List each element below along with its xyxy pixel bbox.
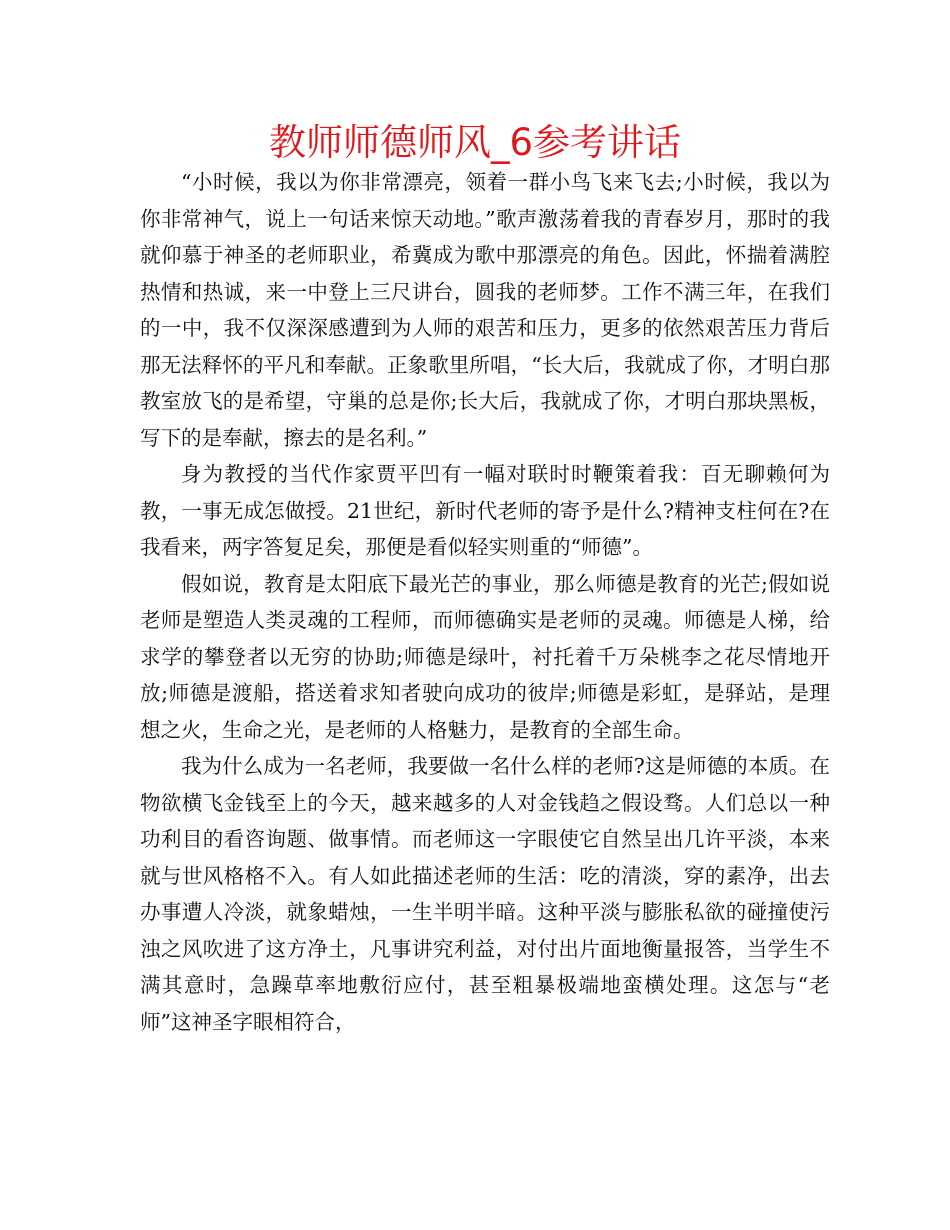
document-title: 教师师德师风_6参考讲话	[268, 121, 682, 164]
paragraph-4: 我为什么成为一名老师，我要做一名什么样的老师?这是师德的本质。在物欲横飞金钱至上的今天，越来越多的人对金钱趋之假设骛。人们总以一种功利目的看咨询题、做事情。而老师这一字眼使它自然呈出几许平淡，本来就与世风格格不入。有人如此描述老师的生活：吃的清淡，穿的素净，出去办事遭人冷淡，就象蜡烛，一生半明半暗。这种平淡与膨胀私欲的碰撞使污浊之风吹进了这方净土，凡事讲究利益，对付出片面地衡量报答，当学生不满其意时，急躁草率地敷衍应付，甚至粗暴极端地蛮横处理。这怎与“老师”这神圣字眼相符合，	[140, 754, 830, 1034]
paragraph-1: “小时候，我以为你非常漂亮，领着一群小鸟飞来飞去;小时候，我以为你非常神气，说上一句话来惊天动地。”歌声激荡着我的青春岁月，那时的我就仰慕于神圣的老师职业，希冀成为歌中那漂亮的角色。因此，怀揣着满腔热情和热诚，来一中登上三尺讲台，圆我的老师梦。工作不满三年，在我们的一中，我不仅深深感遭到为人师的艰苦和压力，更多的依然艰苦压力背后那无法释怀的平凡和奉献。正象歌里所唱，“长大后，我就成了你，才明白那教室放飞的是希望，守巢的总是你;长大后，我就成了你，才明白那块黑板，写下的是奉献，擦去的是名利。”	[140, 170, 830, 450]
document-body	[140, 164, 830, 1040]
paragraph-3: 假如说，教育是太阳底下最光芒的事业，那么师德是教育的光芒;假如说老师是塑造人类灵魂的工程师，而师德确实是老师的灵魂。师德是人梯，给求学的攀登者以无穷的协助;师德是绿叶，衬托着千万朵桃李之花尽情地开放;师德是渡船，搭送着求知者驶向成功的彼岸;师德是彩虹，是驿站，是理想之火，生命之光，是老师的人格魅力，是教育的全部生命。	[140, 571, 830, 742]
paragraph-2: 身为教授的当代作家贾平凹有一幅对联时时鞭策着我：百无聊赖何为教，一事无成怎做授。21世纪，新时代老师的寄予是什么?精神支柱何在?在我看来，两字答复足矣，那便是看似轻实则重的“师德”。	[140, 462, 830, 559]
